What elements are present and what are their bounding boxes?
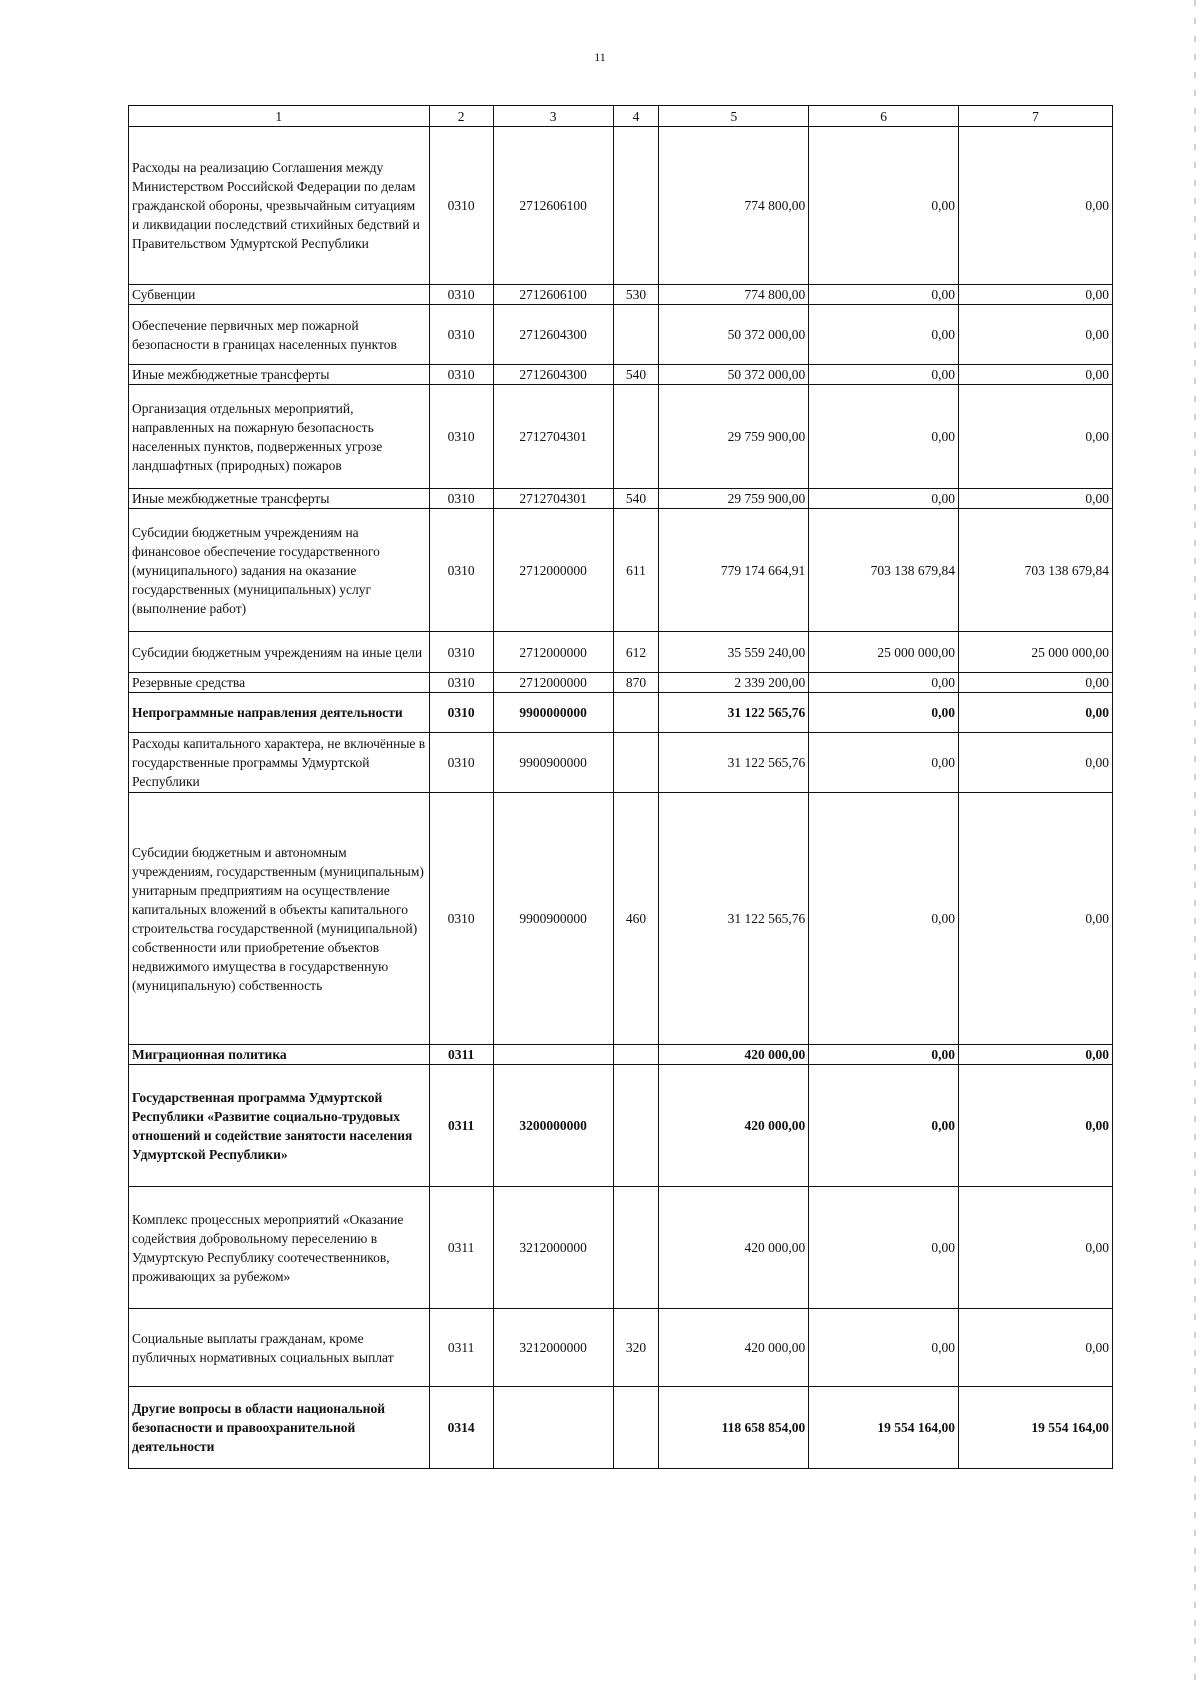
amount-col7: 0,00 bbox=[958, 1187, 1112, 1309]
expense-type-code bbox=[613, 127, 659, 285]
table-row bbox=[129, 632, 1113, 673]
table-row bbox=[129, 673, 1113, 693]
row-name: Обеспечение первичных мер пожарной безопасности в границах населенных пунктов bbox=[129, 305, 430, 365]
amount-col7: 0,00 bbox=[958, 285, 1112, 305]
section-code: 0311 bbox=[429, 1045, 493, 1065]
expense-type-code: 540 bbox=[613, 489, 659, 509]
amount-col5: 31 122 565,76 bbox=[659, 733, 809, 793]
amount-col6: 0,00 bbox=[809, 285, 959, 305]
row-name: Комплекс процессных мероприятий «Оказание содействия добровольному переселению в Удмуртскую Республику соотечественников, проживающих за рубежом» bbox=[129, 1187, 430, 1309]
amount-col5: 420 000,00 bbox=[659, 1065, 809, 1187]
amount-col7: 25 000 000,00 bbox=[958, 632, 1112, 673]
header-cell: 6 bbox=[809, 106, 959, 127]
table-row bbox=[129, 1187, 1113, 1309]
amount-col5: 118 658 854,00 bbox=[659, 1387, 809, 1469]
table-header-row bbox=[129, 106, 1113, 127]
amount-col7: 0,00 bbox=[958, 733, 1112, 793]
target-article-code: 2712704301 bbox=[493, 385, 613, 489]
target-article-code: 2712000000 bbox=[493, 632, 613, 673]
amount-col6: 703 138 679,84 bbox=[809, 509, 959, 632]
expense-type-code bbox=[613, 733, 659, 793]
amount-col6: 0,00 bbox=[809, 793, 959, 1045]
target-article-code: 3200000000 bbox=[493, 1065, 613, 1187]
amount-col7: 19 554 164,00 bbox=[958, 1387, 1112, 1469]
expense-type-code: 870 bbox=[613, 673, 659, 693]
amount-col5: 420 000,00 bbox=[659, 1045, 809, 1065]
row-name: Субсидии бюджетным учреждениям на финансовое обеспечение государственного (муниципального) задания на оказание государственных (муниципальных) услуг (выполнение работ) bbox=[129, 509, 430, 632]
amount-col7: 0,00 bbox=[958, 693, 1112, 733]
section-code: 0310 bbox=[429, 632, 493, 673]
header-cell: 7 bbox=[958, 106, 1112, 127]
header-cell: 4 bbox=[613, 106, 659, 127]
row-name: Миграционная политика bbox=[129, 1045, 430, 1065]
table-row bbox=[129, 693, 1113, 733]
table-row bbox=[129, 793, 1113, 1045]
table-row bbox=[129, 1065, 1113, 1187]
row-name: Другие вопросы в области национальной безопасности и правоохранительной деятельности bbox=[129, 1387, 430, 1469]
amount-col6: 0,00 bbox=[809, 673, 959, 693]
target-article-code: 2712606100 bbox=[493, 285, 613, 305]
expense-type-code: 320 bbox=[613, 1309, 659, 1387]
expense-type-code bbox=[613, 385, 659, 489]
row-name: Иные межбюджетные трансферты bbox=[129, 365, 430, 385]
amount-col7: 703 138 679,84 bbox=[958, 509, 1112, 632]
amount-col5: 2 339 200,00 bbox=[659, 673, 809, 693]
expense-type-code: 530 bbox=[613, 285, 659, 305]
section-code: 0310 bbox=[429, 385, 493, 489]
expense-type-code bbox=[613, 1187, 659, 1309]
amount-col5: 31 122 565,76 bbox=[659, 793, 809, 1045]
amount-col6: 0,00 bbox=[809, 489, 959, 509]
amount-col7: 0,00 bbox=[958, 127, 1112, 285]
table-row bbox=[129, 365, 1113, 385]
section-code: 0310 bbox=[429, 127, 493, 285]
budget-table bbox=[128, 105, 1113, 1469]
scan-edge-artifact bbox=[1194, 0, 1196, 1686]
amount-col6: 0,00 bbox=[809, 733, 959, 793]
amount-col6: 0,00 bbox=[809, 1187, 959, 1309]
expense-type-code: 611 bbox=[613, 509, 659, 632]
row-name: Непрограммные направления деятельности bbox=[129, 693, 430, 733]
row-name: Субсидии бюджетным учреждениям на иные цели bbox=[129, 632, 430, 673]
amount-col6: 19 554 164,00 bbox=[809, 1387, 959, 1469]
amount-col7: 0,00 bbox=[958, 489, 1112, 509]
section-code: 0310 bbox=[429, 305, 493, 365]
table-row bbox=[129, 489, 1113, 509]
amount-col7: 0,00 bbox=[958, 385, 1112, 489]
amount-col6: 0,00 bbox=[809, 1045, 959, 1065]
table-row bbox=[129, 285, 1113, 305]
table-row bbox=[129, 1045, 1113, 1065]
amount-col5: 420 000,00 bbox=[659, 1187, 809, 1309]
header-cell: 5 bbox=[659, 106, 809, 127]
amount-col6: 25 000 000,00 bbox=[809, 632, 959, 673]
target-article-code: 9900900000 bbox=[493, 793, 613, 1045]
amount-col5: 31 122 565,76 bbox=[659, 693, 809, 733]
row-name: Расходы на реализацию Соглашения между Министерством Российской Федерации по делам гражданской обороны, чрезвычайным ситуациям и ликвидации последствий стихийных бедствий и Правительством Удмуртской Республики bbox=[129, 127, 430, 285]
amount-col5: 35 559 240,00 bbox=[659, 632, 809, 673]
row-name: Иные межбюджетные трансферты bbox=[129, 489, 430, 509]
expense-type-code bbox=[613, 1045, 659, 1065]
section-code: 0311 bbox=[429, 1187, 493, 1309]
amount-col5: 29 759 900,00 bbox=[659, 489, 809, 509]
section-code: 0310 bbox=[429, 285, 493, 305]
target-article-code bbox=[493, 1387, 613, 1469]
expense-type-code: 612 bbox=[613, 632, 659, 673]
expense-type-code bbox=[613, 693, 659, 733]
amount-col6: 0,00 bbox=[809, 127, 959, 285]
row-name: Государственная программа Удмуртской Республики «Развитие социально-трудовых отношений и содействие занятости населения Удмуртской Республики» bbox=[129, 1065, 430, 1187]
amount-col5: 50 372 000,00 bbox=[659, 305, 809, 365]
amount-col7: 0,00 bbox=[958, 365, 1112, 385]
target-article-code: 9900900000 bbox=[493, 733, 613, 793]
section-code: 0310 bbox=[429, 365, 493, 385]
row-name: Субсидии бюджетным и автономным учреждениям, государственным (муниципальным) унитарным предприятиям на осуществление капитальных вложений в объекты капитального строительства государственной (муниципальной) собственности или приобретение объектов недвижимого имущества в государственную (муниципальную) собственность bbox=[129, 793, 430, 1045]
section-code: 0310 bbox=[429, 509, 493, 632]
amount-col7: 0,00 bbox=[958, 1045, 1112, 1065]
table-row bbox=[129, 127, 1113, 285]
target-article-code bbox=[493, 1045, 613, 1065]
amount-col5: 779 174 664,91 bbox=[659, 509, 809, 632]
table-row bbox=[129, 385, 1113, 489]
target-article-code: 2712604300 bbox=[493, 305, 613, 365]
amount-col5: 29 759 900,00 bbox=[659, 385, 809, 489]
row-name: Расходы капитального характера, не включённые в государственные программы Удмуртской Республики bbox=[129, 733, 430, 793]
amount-col6: 0,00 bbox=[809, 385, 959, 489]
header-cell: 2 bbox=[429, 106, 493, 127]
amount-col5: 774 800,00 bbox=[659, 285, 809, 305]
target-article-code: 3212000000 bbox=[493, 1187, 613, 1309]
amount-col7: 0,00 bbox=[958, 305, 1112, 365]
table-row bbox=[129, 509, 1113, 632]
amount-col6: 0,00 bbox=[809, 1065, 959, 1187]
amount-col5: 774 800,00 bbox=[659, 127, 809, 285]
target-article-code: 3212000000 bbox=[493, 1309, 613, 1387]
header-cell: 3 bbox=[493, 106, 613, 127]
section-code: 0311 bbox=[429, 1309, 493, 1387]
expense-type-code bbox=[613, 1387, 659, 1469]
amount-col7: 0,00 bbox=[958, 1309, 1112, 1387]
row-name: Социальные выплаты гражданам, кроме публичных нормативных социальных выплат bbox=[129, 1309, 430, 1387]
amount-col7: 0,00 bbox=[958, 1065, 1112, 1187]
header-cell: 1 bbox=[129, 106, 430, 127]
table-row bbox=[129, 733, 1113, 793]
target-article-code: 2712000000 bbox=[493, 509, 613, 632]
target-article-code: 9900000000 bbox=[493, 693, 613, 733]
section-code: 0310 bbox=[429, 489, 493, 509]
amount-col6: 0,00 bbox=[809, 1309, 959, 1387]
table-row bbox=[129, 1387, 1113, 1469]
table-row bbox=[129, 305, 1113, 365]
section-code: 0310 bbox=[429, 693, 493, 733]
amount-col6: 0,00 bbox=[809, 305, 959, 365]
amount-col7: 0,00 bbox=[958, 673, 1112, 693]
amount-col6: 0,00 bbox=[809, 365, 959, 385]
section-code: 0310 bbox=[429, 673, 493, 693]
section-code: 0311 bbox=[429, 1065, 493, 1187]
target-article-code: 2712604300 bbox=[493, 365, 613, 385]
expense-type-code: 460 bbox=[613, 793, 659, 1045]
amount-col6: 0,00 bbox=[809, 693, 959, 733]
expense-type-code: 540 bbox=[613, 365, 659, 385]
amount-col7: 0,00 bbox=[958, 793, 1112, 1045]
amount-col5: 50 372 000,00 bbox=[659, 365, 809, 385]
row-name: Организация отдельных мероприятий, направленных на пожарную безопасность населенных пунктов, подверженных угрозе ландшафтных (природных) пожаров bbox=[129, 385, 430, 489]
section-code: 0310 bbox=[429, 793, 493, 1045]
amount-col5: 420 000,00 bbox=[659, 1309, 809, 1387]
page-number: 11 bbox=[594, 50, 606, 64]
section-code: 0310 bbox=[429, 733, 493, 793]
expense-type-code bbox=[613, 1065, 659, 1187]
table-row bbox=[129, 1309, 1113, 1387]
target-article-code: 2712606100 bbox=[493, 127, 613, 285]
section-code: 0314 bbox=[429, 1387, 493, 1469]
expense-type-code bbox=[613, 305, 659, 365]
target-article-code: 2712704301 bbox=[493, 489, 613, 509]
row-name: Субвенции bbox=[129, 285, 430, 305]
row-name: Резервные средства bbox=[129, 673, 430, 693]
target-article-code: 2712000000 bbox=[493, 673, 613, 693]
